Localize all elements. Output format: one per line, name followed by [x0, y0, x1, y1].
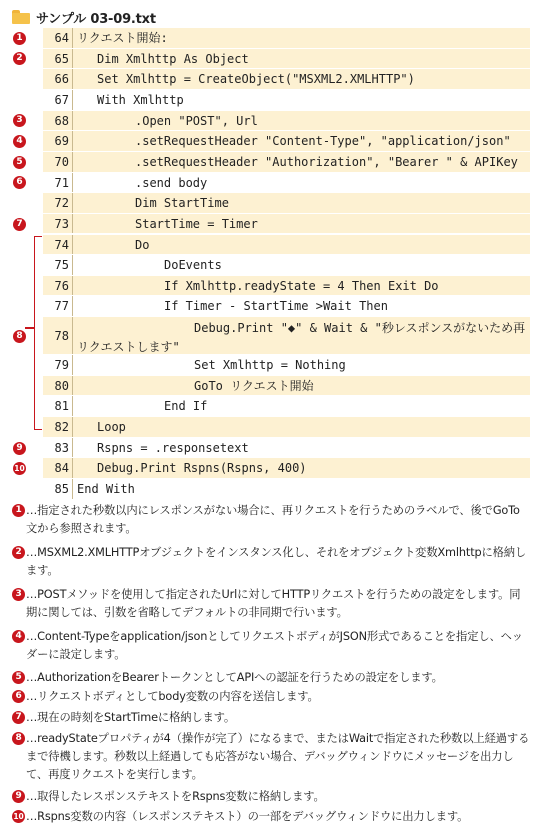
note-marker: 4 [12, 630, 25, 643]
line-code: Debug.Print Rspns(Rspns, 400) [97, 461, 307, 476]
code-line [43, 355, 530, 376]
code-line [43, 479, 530, 500]
line-number: 72 [54, 196, 69, 211]
code-line [43, 214, 530, 235]
line-code: リクエスト開始: [77, 31, 168, 45]
note-marker: 5 [12, 671, 25, 684]
line-code: StartTime = Timer [135, 216, 258, 231]
line-code: If Xmlhttp.readyState = 4 Then Exit Do [164, 278, 439, 293]
line-number: 73 [54, 216, 69, 231]
line-code: Debug.Print "◆" & Wait & "秒レスポンスがないため再リクエストします" [77, 321, 526, 355]
line-code: Do [135, 237, 150, 252]
note-text: …AuthorizationをBearerトークンとしてAPIへの認証を行うための設定をします。 [26, 671, 443, 684]
code-line [43, 193, 530, 214]
marker-6: 6 [13, 176, 26, 189]
note-7 [12, 709, 530, 727]
code-line [43, 173, 530, 194]
note-text: …MSXML2.XMLHTTPオブジェクトをインスタンス化し、それをオブジェクト変数Xmlhttpに格納します。 [26, 546, 527, 577]
code-line [43, 255, 530, 276]
line-number: 75 [54, 258, 69, 273]
file-title-text: サンプル 03-09.txt [36, 11, 156, 27]
note-2 [12, 544, 530, 580]
note-text: …リクエストボディとしてbody変数の内容を送信します。 [26, 690, 319, 703]
note-9 [12, 788, 530, 806]
code-line [43, 438, 530, 459]
line-code: .setRequestHeader "Content-Type", "application/json" [135, 134, 511, 149]
line-code: End If [164, 399, 208, 414]
line-number: 66 [54, 72, 69, 87]
note-marker: 2 [12, 546, 25, 559]
note-text: …指定された秒数以内にレスポンスがない場合に、再リクエストを行うためのラベルで、後でGoTo文から参照されます。 [26, 504, 520, 535]
line-code: Set Xmlhttp = Nothing [194, 358, 346, 373]
line-code: Loop [97, 420, 126, 435]
line-code: Dim StartTime [135, 196, 229, 211]
line-number: 83 [54, 440, 69, 455]
line-number: 74 [54, 237, 69, 252]
note-marker: 3 [12, 588, 25, 601]
line-number: 82 [54, 420, 69, 435]
note-text: …現在の時刻をStartTimeに格納します。 [26, 711, 236, 724]
code-line [43, 396, 530, 417]
code-line [43, 28, 530, 49]
marker-4: 4 [13, 135, 26, 148]
note-text: …取得したレスポンステキストをRspns変数に格納します。 [26, 790, 325, 803]
line-code: GoTo リクエスト開始 [194, 378, 314, 393]
note-marker: 8 [12, 732, 25, 745]
line-code: DoEvents [164, 258, 222, 273]
note-marker: 7 [12, 711, 25, 724]
line-number: 77 [54, 299, 69, 314]
code-line [43, 376, 530, 397]
line-number: 80 [54, 378, 69, 393]
note-marker: 6 [12, 690, 25, 703]
loop-bracket-tick [25, 327, 35, 329]
code-line [43, 417, 530, 438]
note-text: …POSTメソッドを使用して指定されたUrlに対してHTTPリクエストを行うための設定をします。同期に関しては、引数を省略してデフォルトの非同期で行います。 [26, 588, 521, 619]
line-number: 67 [54, 92, 69, 107]
line-code: Rspns = .responsetext [97, 440, 249, 455]
marker-7: 7 [13, 218, 26, 231]
line-number: 85 [54, 482, 69, 496]
note-marker: 10 [12, 810, 25, 823]
line-number: 68 [54, 113, 69, 128]
code-line [43, 317, 530, 355]
code-line [43, 49, 530, 70]
line-code: .send body [135, 175, 208, 190]
line-code: .Open "POST", Url [135, 113, 258, 128]
line-code: End With [77, 482, 135, 496]
code-line [43, 235, 530, 256]
line-code: Set Xmlhttp = CreateObject("MSXML2.XMLHTTP") [97, 72, 415, 87]
note-marker: 1 [12, 504, 25, 517]
code-line [43, 152, 530, 173]
note-6 [12, 688, 530, 706]
folder-icon [12, 10, 30, 24]
line-number: 81 [54, 399, 69, 414]
note-8 [12, 730, 530, 784]
note-1 [12, 502, 530, 538]
note-marker: 9 [12, 790, 25, 803]
marker-2: 2 [13, 52, 26, 65]
line-number: 76 [54, 278, 69, 293]
code-line [43, 69, 530, 90]
marker-1: 1 [13, 32, 26, 45]
loop-bracket [34, 236, 42, 430]
line-code: With Xmlhttp [97, 92, 184, 107]
line-code: If Timer - StartTime >Wait Then [164, 299, 388, 314]
marker-5: 5 [13, 156, 26, 169]
code-line [43, 131, 530, 152]
code-line [43, 276, 530, 297]
line-number: 64 [54, 31, 69, 45]
note-3 [12, 586, 530, 622]
marker-10: 10 [13, 462, 26, 475]
line-code: Dim Xmlhttp As Object [97, 51, 249, 66]
note-text: …readyStateプロパティが4（操作が完了）になるまで、またはWaitで指定された秒数以上経過するまで待機します。秒数以上経過しても応答がない場合、デバッグウィンドウにメッセージを出力して、再度リクエストを実行します。 [26, 732, 530, 781]
line-number: 70 [54, 154, 69, 169]
code-line [43, 296, 530, 317]
code-line [43, 458, 530, 479]
note-5 [12, 669, 530, 687]
file-title [12, 8, 156, 26]
marker-8: 8 [13, 330, 26, 343]
line-code: .setRequestHeader "Authorization", "Bearer " & APIKey [135, 154, 518, 169]
line-number: 65 [54, 51, 69, 66]
line-number: 78 [54, 329, 69, 344]
marker-9: 9 [13, 442, 26, 455]
note-4 [12, 628, 530, 664]
note-text: …Rspns変数の内容（レスポンステキスト）の一部をデバッグウィンドウに出力します。 [26, 810, 469, 823]
code-line [43, 111, 530, 132]
line-number: 79 [54, 358, 69, 373]
note-text: …Content-Typeをapplication/jsonとしてリクエストボディがJSON形式であることを指定し、ヘッダーに設定します。 [26, 630, 523, 661]
marker-3: 3 [13, 114, 26, 127]
note-10 [12, 808, 530, 826]
line-number: 69 [54, 134, 69, 149]
line-number: 84 [54, 461, 69, 476]
line-number: 71 [54, 175, 69, 190]
code-line [43, 90, 530, 111]
